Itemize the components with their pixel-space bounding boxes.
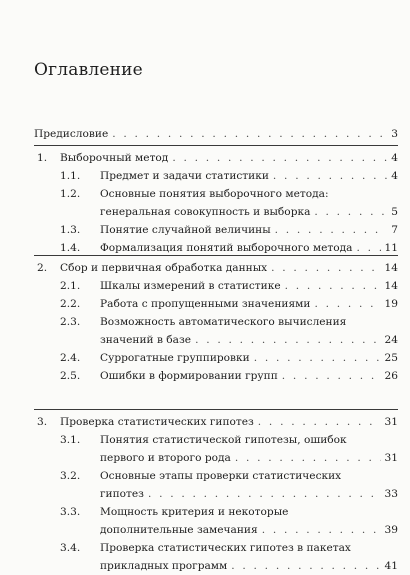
page-title: Оглавление xyxy=(34,60,143,80)
toc-entry-title: значений в базе xyxy=(100,334,192,346)
toc-entry-page: 33 xyxy=(384,488,398,500)
toc-entry-number: 2.4. xyxy=(60,352,81,364)
toc-leader-dots xyxy=(285,277,381,295)
toc-entry-title: гипотез xyxy=(100,488,144,500)
toc-entry-page: 25 xyxy=(384,352,398,364)
toc-entry-page: 14 xyxy=(384,262,398,274)
toc-leader-dots xyxy=(357,239,381,257)
toc-entry-number: 2.3. xyxy=(60,316,81,328)
toc-entry-title: Суррогатные группировки xyxy=(100,352,250,364)
toc-leader-dots xyxy=(271,259,380,277)
toc-entry-title: Основные этапы проверки статистических xyxy=(100,470,342,482)
toc-entry-title: Предмет и задачи статистики xyxy=(100,170,269,182)
toc-entry-number: 3.4. xyxy=(60,542,81,554)
toc-entry-page: 41 xyxy=(384,560,398,572)
toc-entry-title: Выборочный метод xyxy=(60,152,169,164)
toc-entry-title: первого и второго рода xyxy=(100,452,231,464)
toc-entry-title: генеральная совокупность и выборка xyxy=(100,206,311,218)
toc-leader-dots xyxy=(195,331,380,349)
toc-entry-number: 1.4. xyxy=(60,242,81,254)
toc-leader-dots xyxy=(314,203,387,221)
toc-entry-title: Возможность автоматического вычисления xyxy=(100,316,347,328)
toc-leader-dots xyxy=(258,413,381,431)
toc-entry-page: 4 xyxy=(391,170,398,182)
toc-entry-title: прикладных программ xyxy=(100,560,228,572)
toc-leader-dots xyxy=(282,367,381,385)
toc-entry-page: 31 xyxy=(384,416,398,428)
toc-entry-title: Формализация понятий выборочного метода xyxy=(100,242,353,254)
toc-entry-title: Предисловие xyxy=(34,128,109,140)
toc-entry-title: Мощность критерия и некоторые xyxy=(100,506,289,518)
toc-entry-title: Основные понятия выборочного метода: xyxy=(100,188,329,200)
toc-leader-dots xyxy=(112,125,387,143)
toc-leader-dots xyxy=(231,557,380,575)
toc-entry-page: 24 xyxy=(384,334,398,346)
toc-leader-dots xyxy=(275,221,388,239)
toc-entry-title: Понятие случайной величины xyxy=(100,224,271,236)
toc-entry-title: Проверка статистических гипотез xyxy=(60,416,254,428)
toc-entry-number: 2. xyxy=(37,262,48,274)
toc-entry-page: 19 xyxy=(384,298,398,310)
toc-entry-page: 14 xyxy=(384,280,398,292)
toc-entry-title: Понятия статистической гипотезы, ошибок xyxy=(100,434,347,446)
toc-leader-dots xyxy=(148,485,381,503)
toc-entry-page: 4 xyxy=(391,152,398,164)
toc-entry-title: Работа с пропущенными значениями xyxy=(100,298,311,310)
toc-entry-number: 3.3. xyxy=(60,506,81,518)
toc-entry-number: 2.2. xyxy=(60,298,81,310)
toc-entry-title: Сбор и первичная обработка данных xyxy=(60,262,268,274)
toc-entry-number: 1. xyxy=(37,152,48,164)
toc-entry-page: 3 xyxy=(391,128,398,140)
toc-leader-dots xyxy=(262,521,381,539)
toc-leader-dots xyxy=(254,349,381,367)
toc-leader-dots xyxy=(235,449,381,467)
toc-entry-page: 31 xyxy=(384,452,398,464)
toc-entry-number: 3.1. xyxy=(60,434,81,446)
toc-entry-number: 3.2. xyxy=(60,470,81,482)
toc-leader-dots xyxy=(273,167,387,185)
toc-entry-number: 2.1. xyxy=(60,280,81,292)
toc-entry-title: Шкалы измерений в статистике xyxy=(100,280,281,292)
toc-entry-page: 26 xyxy=(384,370,398,382)
toc-entry-page: 5 xyxy=(391,206,398,218)
toc-entry-number: 1.2. xyxy=(60,188,81,200)
toc-entry-number: 3. xyxy=(37,416,48,428)
toc-entry-number: 1.3. xyxy=(60,224,81,236)
toc-entry-number: 2.5. xyxy=(60,370,81,382)
toc-leader-dots xyxy=(172,149,387,167)
toc-entry-page: 7 xyxy=(391,224,398,236)
toc-entry-page: 11 xyxy=(384,242,398,254)
toc-entry-title: Проверка статистических гипотез в пакетах xyxy=(100,542,351,554)
toc-entry-number: 1.1. xyxy=(60,170,81,182)
toc-leader-dots xyxy=(314,295,380,313)
toc-entry-title: Ошибки в формировании групп xyxy=(100,370,278,382)
toc-entry-page: 39 xyxy=(384,524,398,536)
toc-entry-title: дополнительные замечания xyxy=(100,524,258,536)
